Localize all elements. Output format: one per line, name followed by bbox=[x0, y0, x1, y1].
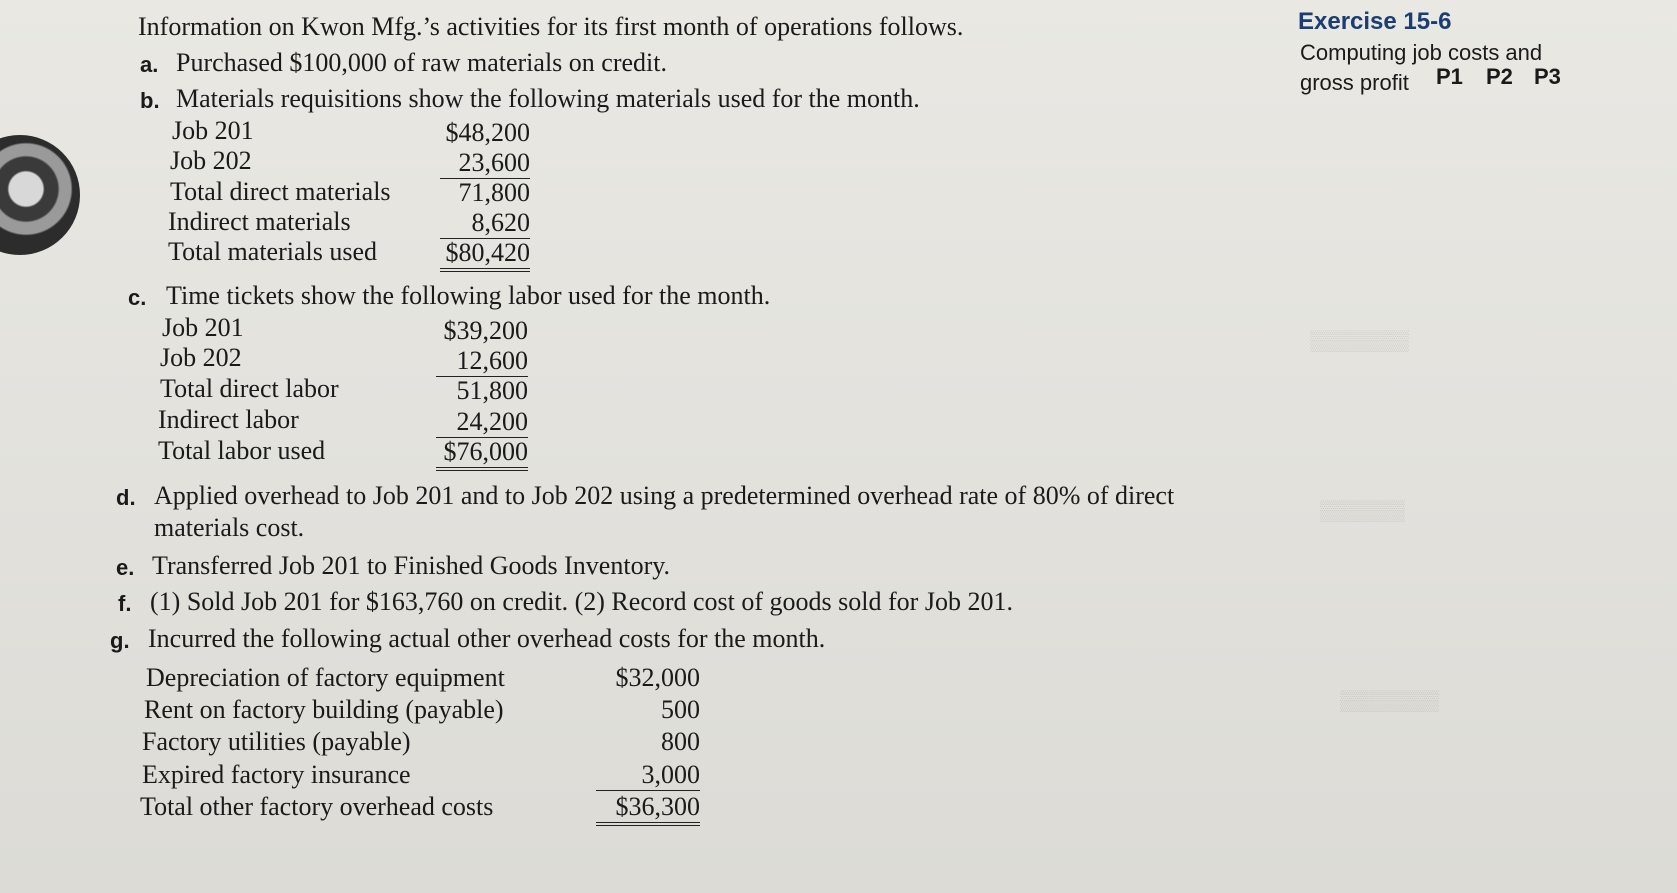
item-d-letter: d. bbox=[116, 485, 136, 510]
learning-objective-badge: P1 bbox=[1436, 64, 1463, 89]
overhead-row-label: Expired factory insurance bbox=[142, 760, 411, 789]
materials-row-value: 71,800 bbox=[458, 178, 530, 207]
labor-row-value: 24,200 bbox=[436, 407, 528, 438]
learning-objective-badge: P3 bbox=[1534, 64, 1561, 89]
item-c-letter: c. bbox=[128, 285, 147, 310]
labor-row-label: Job 202 bbox=[160, 343, 242, 372]
materials-row-value: $48,200 bbox=[445, 118, 530, 147]
exercise-description-line2: gross profit bbox=[1300, 70, 1409, 95]
materials-row-label: Indirect materials bbox=[168, 207, 351, 236]
item-e-letter: e. bbox=[116, 555, 135, 580]
overhead-row-value: 800 bbox=[661, 727, 700, 756]
labor-row-value: 51,800 bbox=[456, 376, 528, 405]
labor-row-label: Total direct labor bbox=[160, 374, 339, 403]
item-f-text: (1) Sold Job 201 for $163,760 on credit. (2) Record cost of goods sold for Job 201. bbox=[150, 587, 1013, 616]
item-b-letter: b. bbox=[140, 88, 160, 113]
item-e-text: Transferred Job 201 to Finished Goods Inventory. bbox=[152, 551, 671, 580]
materials-row-label: Total direct materials bbox=[170, 177, 391, 206]
item-a-letter: a. bbox=[140, 52, 159, 77]
materials-row-label: Total materials used bbox=[168, 237, 378, 266]
labor-row-label: Job 201 bbox=[162, 313, 244, 342]
labor-row-value: $76,000 bbox=[436, 437, 528, 471]
labor-row-label: Total labor used bbox=[158, 436, 326, 465]
binder-ring-icon bbox=[0, 135, 80, 255]
materials-row-label: Job 201 bbox=[172, 116, 254, 145]
item-g-letter: g. bbox=[110, 628, 130, 653]
item-d-text-continued: materials cost. bbox=[154, 513, 305, 542]
item-b-text: Materials requisitions show the following materials used for the month. bbox=[176, 84, 920, 113]
overhead-row-label: Total other factory overhead costs bbox=[140, 792, 494, 821]
exercise-description-line1: Computing job costs and bbox=[1300, 40, 1543, 65]
bleed-through-decoration: ▒▒▒▒▒▒▒ bbox=[1310, 330, 1410, 352]
intro-text: Information on Kwon Mfg.’s activities for its first month of operations follows. bbox=[138, 12, 964, 41]
materials-row-value: 23,600 bbox=[440, 148, 530, 179]
bleed-through-decoration: ▒▒▒▒▒▒ bbox=[1320, 500, 1406, 522]
overhead-row-value: $36,300 bbox=[596, 792, 700, 826]
overhead-row-label: Depreciation of factory equipment bbox=[146, 663, 505, 692]
overhead-row-label: Factory utilities (payable) bbox=[142, 727, 411, 756]
item-a-text: Purchased $100,000 of raw materials on credit. bbox=[176, 48, 667, 77]
overhead-row-label: Rent on factory building (payable) bbox=[144, 695, 504, 724]
materials-row-value: 8,620 bbox=[440, 208, 530, 239]
overhead-row-value: 500 bbox=[661, 695, 700, 724]
labor-row-value: 12,600 bbox=[436, 346, 528, 377]
item-f-letter: f. bbox=[118, 591, 132, 616]
item-c-text: Time tickets show the following labor used for the month. bbox=[166, 281, 771, 310]
learning-objective-badge: P2 bbox=[1486, 64, 1513, 89]
labor-row-label: Indirect labor bbox=[158, 405, 299, 434]
exercise-title: Exercise 15-6 bbox=[1298, 8, 1452, 35]
item-d-text: Applied overhead to Job 201 and to Job 202 using a predetermined overhead rate of 80% of direct bbox=[154, 481, 1175, 510]
bleed-through-decoration: ▒▒▒▒▒▒▒ bbox=[1340, 690, 1440, 712]
materials-row-label: Job 202 bbox=[170, 146, 252, 175]
overhead-row-value: $32,000 bbox=[615, 663, 700, 692]
materials-row-value: $80,420 bbox=[440, 238, 530, 272]
labor-row-value: $39,200 bbox=[443, 316, 528, 345]
item-g-text: Incurred the following actual other overhead costs for the month. bbox=[148, 624, 826, 653]
overhead-row-value: 3,000 bbox=[596, 760, 700, 791]
